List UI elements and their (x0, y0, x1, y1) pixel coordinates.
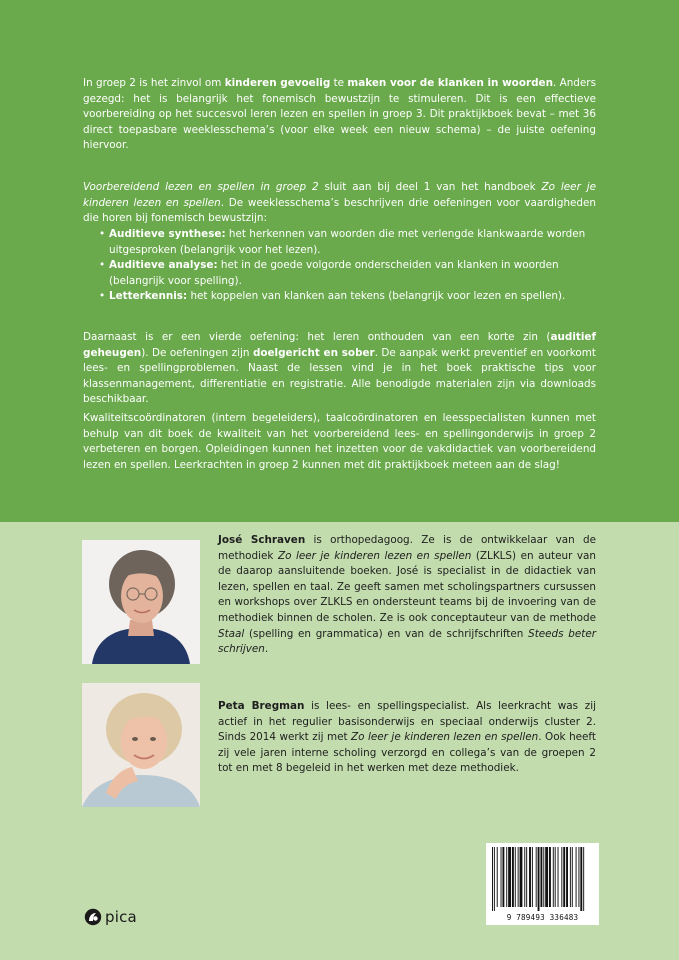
publisher-name: pica (105, 908, 137, 926)
barcode-bars (486, 843, 599, 913)
text-run: (ZLKLS) en auteur van de daarop aansluitende boeken. José is specialist in de didactiek van lezen, spellen en taal. Ze geeft samen met scholingspartners cursussen en workshops over ZLKLS en ondersteunt teams bij de invoering van de methodiek binnen de scholen. Ze is ook conceptauteur van de methode (218, 549, 596, 624)
list-item-term: Auditieve analyse: (109, 259, 218, 272)
author-photo-jose (82, 540, 200, 664)
method-title-italic: Zo leer je kinderen lezen en spellen (351, 731, 539, 744)
text-run: te (330, 77, 348, 89)
bold-run: kinderen gevoelig (224, 77, 331, 89)
method-title-italic: Staal (218, 627, 245, 640)
bullet-marker: • (99, 290, 106, 303)
list-item-term: Auditieve synthese: (109, 228, 226, 240)
book-title-italic: Voorbereidend lezen en spellen in groep 2 (83, 181, 319, 193)
text-run: . (264, 643, 269, 656)
text-run: . Ook heeft zij vele jaren interne scholing verzorgd en collega’s van de groepen 2 tot en met 8 begeleid in het werken met deze methodiek. (218, 731, 596, 775)
text-run: Daarnaast is er een vierde oefening: het leren onthouden van een korte zin ( (83, 331, 551, 343)
list-item-text: het in de goede volgorde onderscheiden van klanken in woorden (belangrijk voor spelling). (109, 259, 559, 287)
publisher-logo (84, 908, 137, 926)
description-paragraph-1 (83, 76, 596, 154)
text-run: is lees- en spellingspecialist. Als leerkracht was zij actief in het regulier basisonderwijs en speciaal onderwijs cluster 2. Sinds 2014 werkt zij met (218, 700, 596, 744)
author-name: Peta Bregman (218, 700, 305, 712)
bullet-marker: • (99, 228, 106, 240)
bold-run: doelgericht en sober (252, 346, 375, 359)
list-item-term: Letterkennis: (109, 290, 188, 303)
author-photo-peta (82, 683, 200, 807)
author-name: José Schraven (218, 534, 306, 546)
text-run: . Anders gezegd: het is belangrijk het fonemisch bewustzijn te stimuleren. Dit is een effectieve voorbereiding op het succesvol leren lezen en spellen in groep 3. Dit praktijkboek bevat – met 36 direct toepasbare weeklesschema’s (voor elke week een nieuw schema) – de juiste oefening hiervoor. (83, 77, 596, 152)
bold-run: auditief geheugen (83, 331, 596, 359)
text-run: is orthopedagoog. Ze is de ontwikkelaar van de methodiek (218, 534, 596, 562)
author-bio-peta (218, 699, 596, 777)
list-item (83, 289, 596, 305)
list-item-text: het koppelen van klanken aan tekens (belangrijk voor lezen en spellen). (187, 290, 566, 303)
text-run: Kwaliteitscoördinatoren (intern begeleiders), taalcoördinatoren en leesspecialisten kunnen met behulp van dit boek de kwaliteit van het voorbereidend lees- en spellingonderwijs in groep 2 verbeteren en borgen. Opleidingen kunnen het inzetten voor de vakdidactiek van voorbereidend lezen en spellen. Leerkrachten in groep 2 kunnen met dit praktijkboek meteen aan de slag! (83, 412, 596, 471)
bold-run: maken voor de klanken in woorden (347, 77, 553, 89)
text-run: In groep 2 is het zinvol om (83, 77, 225, 89)
skills-list (83, 227, 596, 305)
pica-logo-icon (84, 908, 102, 926)
list-item (83, 227, 596, 258)
bullet-marker: • (99, 259, 106, 272)
text-run: ). De oefeningen zijn (141, 346, 253, 359)
text-run: . De aanpak werkt preventief en voorkomt lees- en spellingproblemen. Naast de lessen vind je in het boek praktische tips voor klassenmanagement, differentiatie en registratie. Alle benodigde materialen zijn via downloads beschikbaar. (83, 346, 596, 406)
list-item (83, 258, 596, 289)
isbn-barcode (486, 843, 599, 925)
description-paragraph-3 (83, 330, 596, 408)
method-title-italic: Zo leer je kinderen lezen en spellen (277, 549, 472, 562)
text-run: . De weeklesschema’s beschrijven drie oefeningen voor vaardigheden die horen bij fonemisch bewustzijn: (83, 196, 597, 225)
author-bio-jose (218, 533, 596, 658)
description-paragraph-4 (83, 411, 596, 473)
text-run: sluit aan bij deel 1 van het handboek (318, 181, 542, 193)
barcode-digits: 9 789493 336483 (506, 913, 579, 922)
handbook-title-italic: Zo leer je kinderen lezen en spellen (83, 181, 596, 209)
description-paragraph-2 (83, 180, 596, 227)
text-run: (spelling en grammatica) en van de schrijfschriften (244, 627, 529, 640)
list-item-text: het herkennen van woorden die met verlengde klankwaarde worden uitgesproken (belangrijk voor het lezen). (109, 228, 586, 256)
method-title-italic: Steeds beter schrijven (218, 627, 596, 656)
